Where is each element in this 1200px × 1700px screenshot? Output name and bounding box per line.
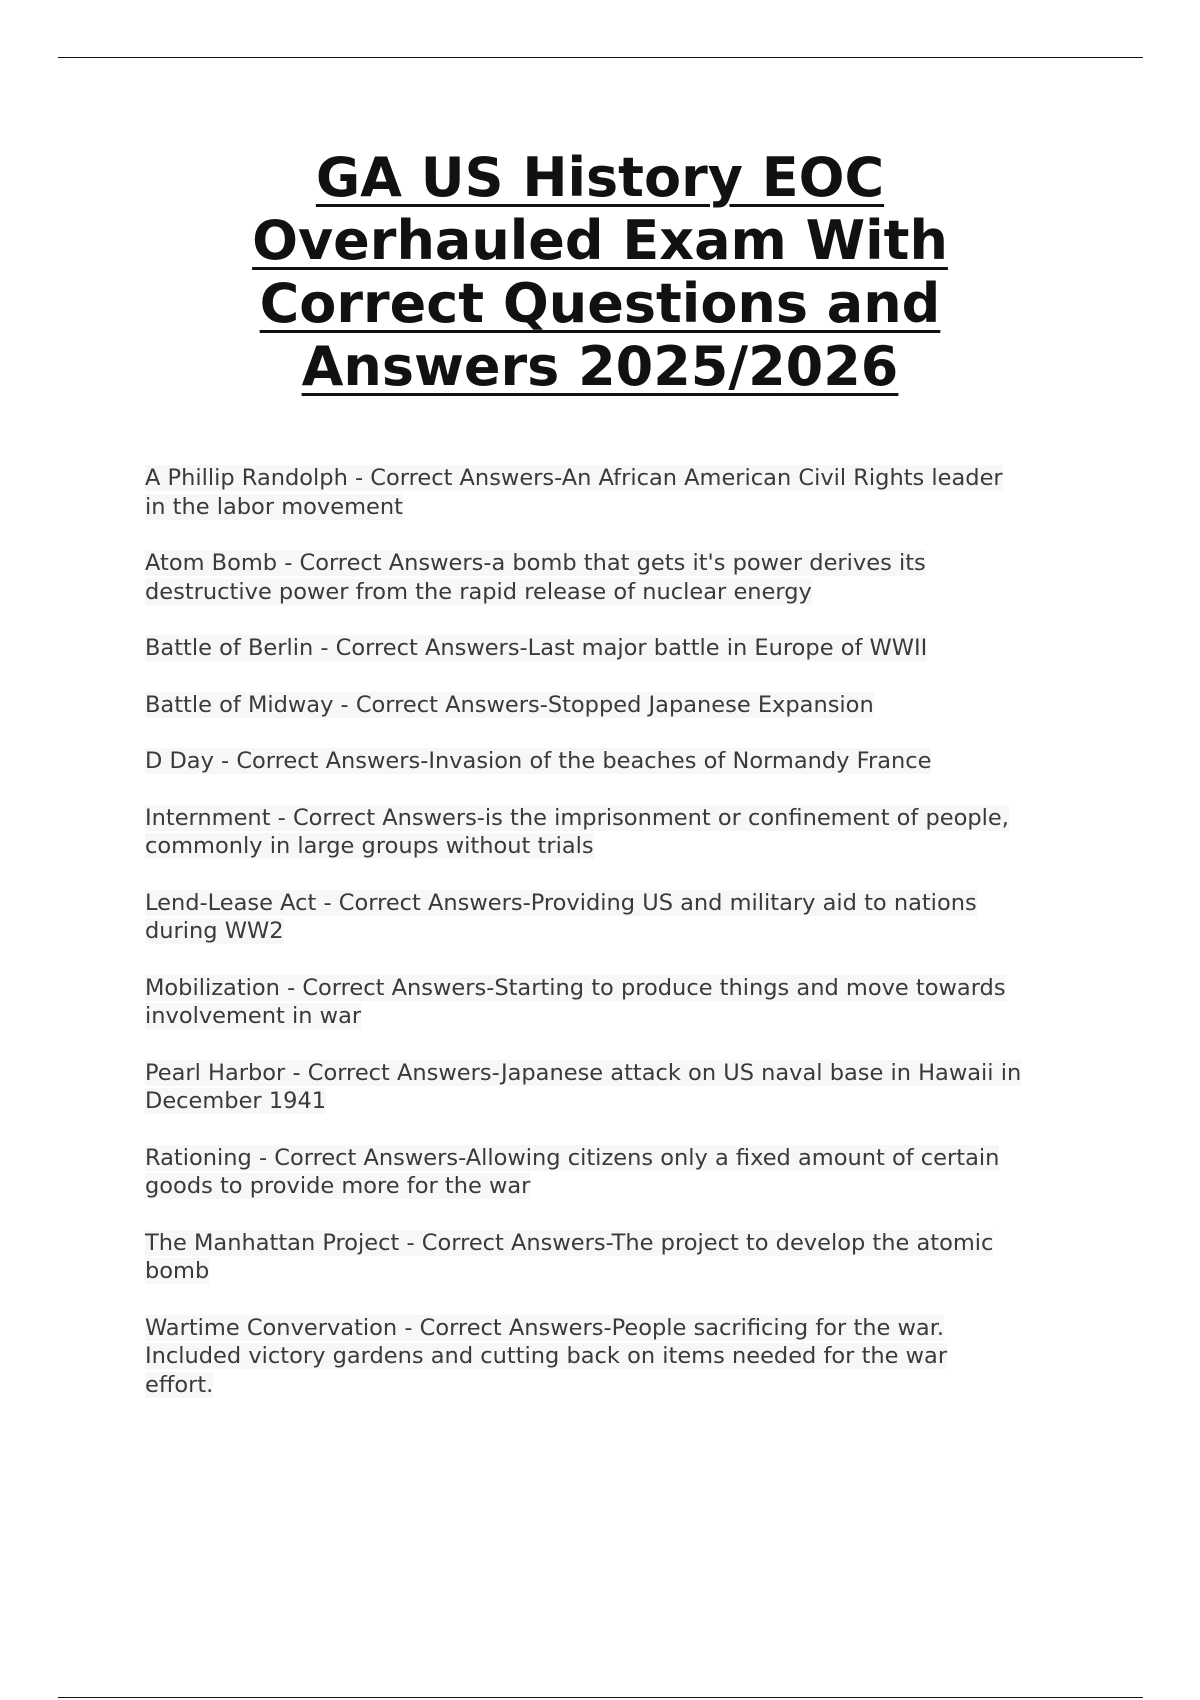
qa-entry-line: Lend-Lease Act - Correct Answers-Providing US and military aid to nations: [145, 889, 977, 916]
qa-entry-line: Battle of Berlin - Correct Answers-Last major battle in Europe of WWII: [145, 635, 928, 661]
qa-entry-line: during WW2: [145, 918, 284, 944]
qa-entry-list: [145, 464, 1095, 1427]
qa-entry: [145, 634, 1095, 663]
qa-entry: [145, 974, 1095, 1031]
qa-entry-line: December 1941: [145, 1088, 327, 1114]
qa-entry-line: Pearl Harbor - Correct Answers-Japanese attack on US naval base in Hawaii in: [145, 1059, 1022, 1086]
qa-entry-line: A Phillip Randolph - Correct Answers-An African American Civil Rights leader: [145, 465, 1003, 491]
qa-entry-line: bomb: [145, 1258, 210, 1284]
qa-entry-line: in the labor movement: [145, 493, 403, 520]
qa-entry-line: goods to provide more for the war: [145, 1173, 531, 1199]
qa-entry: [145, 889, 1095, 946]
qa-entry-line: Internment - Correct Answers-is the imprisonment or confinement of people,: [145, 804, 1009, 831]
qa-entry: [145, 691, 1095, 720]
qa-entry: [145, 1314, 1095, 1400]
header-rule: [58, 57, 1143, 58]
title-line: Overhauled Exam With: [252, 209, 948, 272]
title-line: Correct Questions and: [259, 272, 941, 335]
qa-entry-line: D Day - Correct Answers-Invasion of the beaches of Normandy France: [145, 748, 932, 774]
qa-entry: [145, 1144, 1095, 1201]
document-title: [150, 146, 1050, 398]
qa-entry-line: involvement in war: [145, 1003, 362, 1029]
qa-entry-line: effort.: [145, 1371, 214, 1398]
qa-entry: [145, 549, 1095, 606]
qa-entry-line: Wartime Convervation - Correct Answers-People sacrificing for the war.: [145, 1314, 945, 1341]
footer-rule: [58, 1697, 1143, 1698]
qa-entry-line: Mobilization - Correct Answers-Starting to produce things and move towards: [145, 974, 1006, 1001]
qa-entry-line: destructive power from the rapid release of nuclear energy: [145, 578, 812, 605]
qa-entry-line: Included victory gardens and cutting back on items needed for the war: [145, 1343, 948, 1369]
qa-entry-line: The Manhattan Project - Correct Answers-The project to develop the atomic: [145, 1229, 994, 1256]
qa-entry-line: Atom Bomb - Correct Answers-a bomb that gets it's power derives its: [145, 550, 926, 576]
qa-entry: [145, 804, 1095, 861]
title-line: Answers 2025/2026: [301, 335, 899, 398]
qa-entry-line: commonly in large groups without trials: [145, 833, 594, 859]
qa-entry: [145, 1229, 1095, 1286]
qa-entry-line: Rationing - Correct Answers-Allowing citizens only a fixed amount of certain: [145, 1144, 1000, 1171]
qa-entry: [145, 1059, 1095, 1116]
qa-entry-line: Battle of Midway - Correct Answers-Stopped Japanese Expansion: [145, 691, 874, 718]
qa-entry: [145, 747, 1095, 776]
title-line: GA US History EOC: [315, 146, 885, 209]
qa-entry: [145, 464, 1095, 521]
